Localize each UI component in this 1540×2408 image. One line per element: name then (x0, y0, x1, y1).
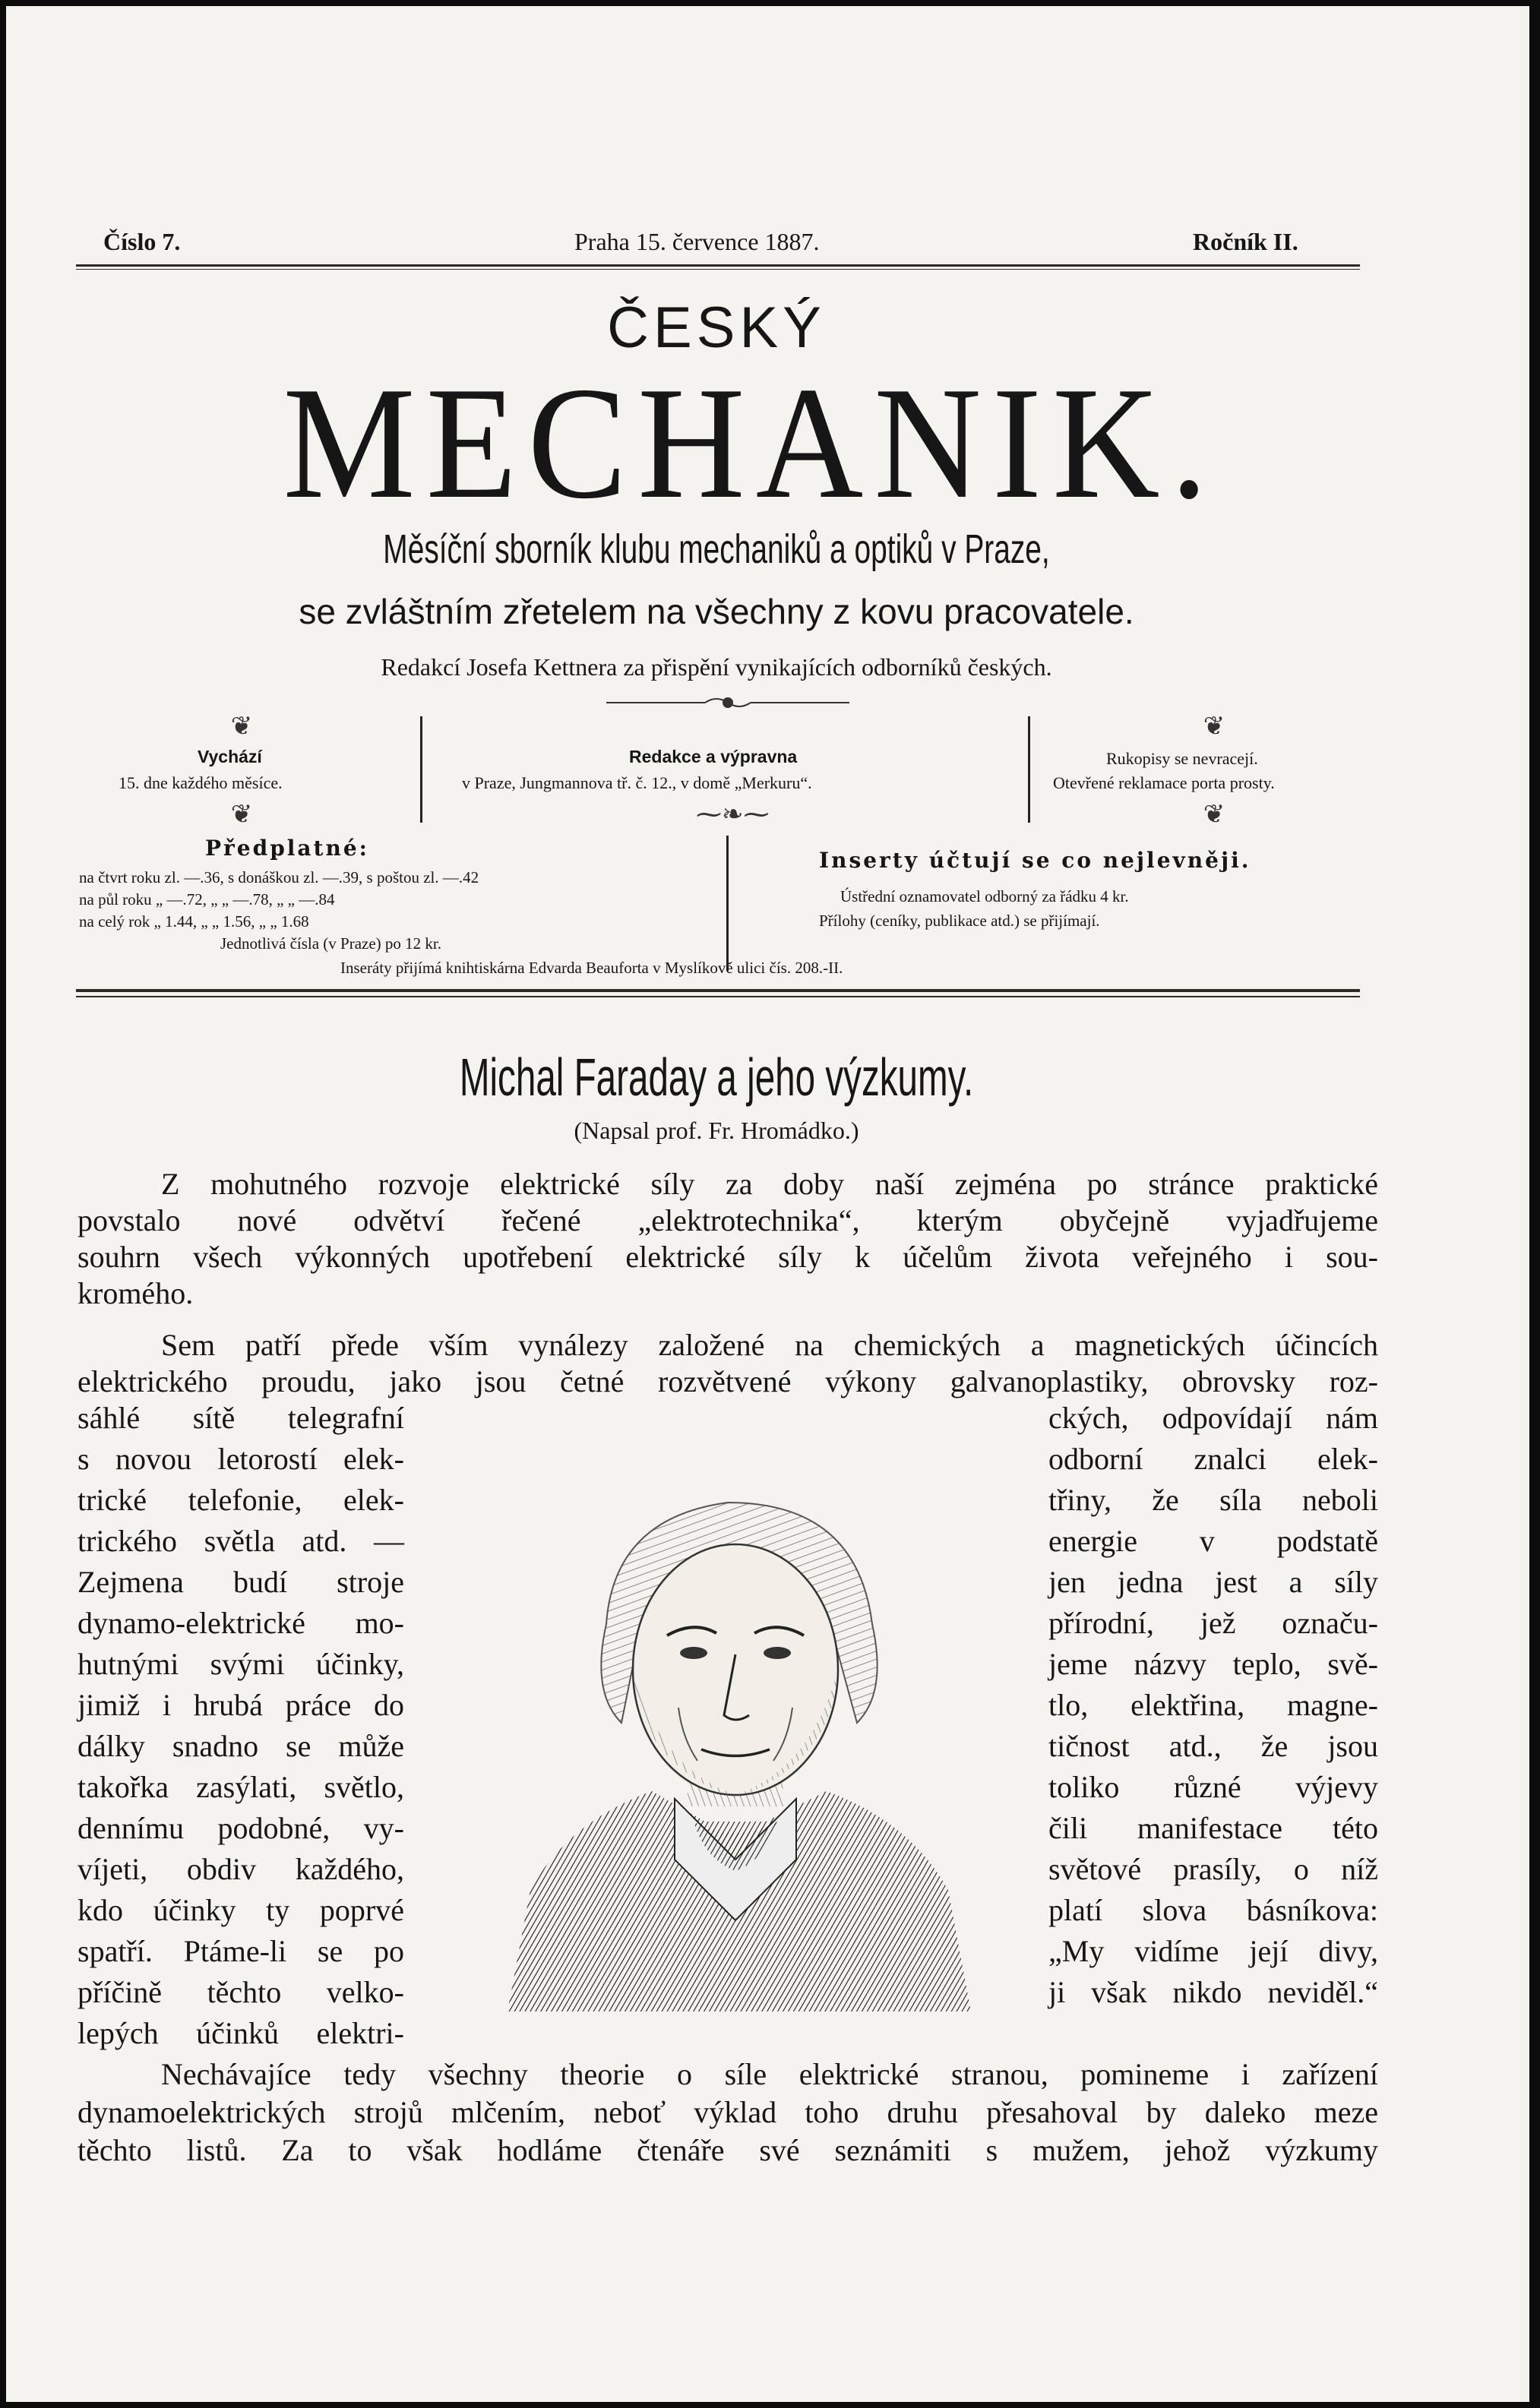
right-column-line: energie v podstatě (1048, 1524, 1378, 1558)
paragraph-line: Nechávajíce tedy všechny theorie o síle elektrické stranou, pomineme i zařízení (161, 2057, 1378, 2091)
paragraph-line: Z mohutného rozvoje elektrické síly za doby naší zejména po stránce praktické (161, 1167, 1378, 1201)
left-column-line: víjeti, obdiv každého, (77, 1852, 404, 1886)
price-row: na půl roku „ —.72, „ „ —.78, „ „ —.84 (79, 890, 335, 909)
right-column-line: tlo, elektřina, magne- (1048, 1688, 1378, 1722)
left-column-line: dynamo-elektrické mo- (77, 1606, 404, 1640)
editorial-office-label: Redakce a výpravna (629, 747, 798, 766)
left-column-line: jimiž i hrubá práce do (77, 1688, 404, 1722)
ornament-right: ❦ (1203, 713, 1225, 741)
masthead-title-small: ČESKÝ (607, 295, 826, 360)
price-row: na celý rok „ 1.44, „ „ 1.56, „ „ 1.68 (79, 912, 309, 931)
left-column-line: Zejmena budí stroje (77, 1565, 404, 1599)
place-date: Praha 15. července 1887. (574, 228, 820, 255)
left-column-line: lepých účinků elektri- (77, 2016, 404, 2050)
right-column-line: ji však nikdo neviděl.“ (1048, 1975, 1378, 2009)
article-title: Michal Faraday a jeho výzkumy. (459, 1048, 974, 1107)
right-column-line: platí slova básníkova: (1048, 1893, 1378, 1927)
published-text: 15. dne každého měsíce. (119, 773, 283, 792)
paragraph-line: Sem patří přede vším vynálezy založené na chemických a magnetických účincích (161, 1328, 1378, 1362)
left-column-line: hutnými svými účinky, (77, 1647, 404, 1681)
price-row: na čtvrt roku zl. —.36, s donáškou zl. —.39, s poštou zl. —.42 (79, 868, 479, 886)
faraday-portrait (477, 1465, 994, 2011)
newspaper-page (6, 6, 1529, 2402)
editorial-office-address: v Praze, Jungmannova tř. č. 12., v domě „Merkuru“. (462, 773, 812, 792)
section-rule-thin (76, 996, 1360, 997)
right-column-line: ckých, odpovídají nám (1048, 1401, 1378, 1435)
divider-line (1028, 716, 1030, 823)
volume-number: Ročník II. (1193, 228, 1298, 255)
right-column-line: třiny, že síla neboli (1048, 1483, 1378, 1517)
right-column-line: tičnost atd., že jsou (1048, 1729, 1378, 1763)
single-copy-price: Jednotlivá čísla (v Praze) po 12 kr. (220, 934, 442, 953)
ads-inserts: Přílohy (ceníky, publikace atd.) se přijímají. (819, 912, 1100, 930)
ornament-left-bottom: ❦ (230, 801, 253, 829)
header-rule-thin (76, 269, 1360, 270)
masthead-title: MECHANIK. (283, 354, 1219, 532)
ads-printer-note: Inseráty přijímá knihtiskárna Edvarda Beauforta v Myslíkově ulici čís. 208.-II. (340, 959, 843, 977)
left-column-line: trické telefonie, elek- (77, 1483, 404, 1517)
divider-line (420, 716, 422, 823)
subscription-label: Předplatné: (205, 836, 369, 861)
right-column-line: jeme názvy teplo, svě- (1048, 1647, 1378, 1681)
left-column-line: sáhlé sítě telegrafní (77, 1401, 404, 1435)
left-column-line: s novou letorostí elek- (77, 1442, 404, 1476)
masthead-subtitle: Měsíční sborník klubu mechaniků a optiků v Praze, (383, 526, 1050, 572)
left-column-line: spatří. Ptáme-li se po (77, 1934, 404, 1968)
ornament-divider (606, 690, 849, 719)
ornament-center: ⁓❧⁓ (696, 801, 770, 829)
paragraph-line: povstalo nové odvětví řečené „elektrotechnika“, kterým obyčejně vyjadřujeme (77, 1203, 1378, 1237)
paragraph-line: kromého. (77, 1276, 194, 1310)
paragraph-line: dynamoelektrických strojů mlčením, neboť výklad toho druhu přesahoval by daleko meze (77, 2095, 1378, 2129)
left-column-line: příčině těchto velko- (77, 1975, 404, 2009)
reclamation-note: Otevřené reklamace porta prosty. (1053, 773, 1275, 792)
left-column-line: dálky snadno se může (77, 1729, 404, 1763)
ornament-left: ❦ (230, 713, 253, 741)
left-column-line: dennímu podobné, vy- (77, 1811, 404, 1845)
published-label: Vychází (198, 747, 262, 766)
section-rule (76, 989, 1360, 992)
right-column-line: „My vidíme její divy, (1048, 1934, 1378, 1968)
paragraph-line: souhrn všech výkonných upotřebení elektrické síly k účelům života veřejného i sou- (77, 1240, 1378, 1274)
paragraph-line: těchto listů. Za to však hodláme čtenáře své seznámiti s mužem, jehož výzkumy (77, 2133, 1378, 2167)
right-column-line: toliko různé výjevy (1048, 1770, 1378, 1804)
editor-line: Redakcí Josefa Kettnera za přispění vynikajících odborníků českých. (381, 653, 1052, 681)
right-column-line: odborní znalci elek- (1048, 1442, 1378, 1476)
manuscripts-note: Rukopisy se nevracejí. (1106, 749, 1258, 768)
ads-rate: Ústřední oznamovatel odborný za řádku 4 kr. (840, 887, 1129, 905)
divider-line (726, 836, 729, 971)
article-byline: (Napsal prof. Fr. Hromádko.) (574, 1117, 859, 1144)
ads-label: Inserty účtují se co nejlevněji. (819, 848, 1251, 873)
masthead-tagline: se zvláštním zřetelem na všechny z kovu pracovatele. (299, 592, 1134, 631)
right-column-line: světové prasíly, o níž (1048, 1852, 1378, 1886)
issue-number: Číslo 7. (103, 228, 181, 255)
header-rule (76, 264, 1360, 267)
right-column-line: jen jedna jest a síly (1048, 1565, 1378, 1599)
left-column-line: kdo účinky ty poprvé (77, 1893, 404, 1927)
right-column-line: přírodní, jež označu- (1048, 1606, 1378, 1640)
ornament-right-bottom: ❦ (1203, 801, 1225, 829)
right-column-line: čili manifestace této (1048, 1811, 1378, 1845)
left-column-line: trického světla atd. — (77, 1524, 404, 1558)
left-column-line: takořka zasýlati, světlo, (77, 1770, 404, 1804)
paragraph-line: elektrického proudu, jako jsou četné rozvětvené výkony galvanoplastiky, obrovsky roz- (77, 1364, 1378, 1398)
